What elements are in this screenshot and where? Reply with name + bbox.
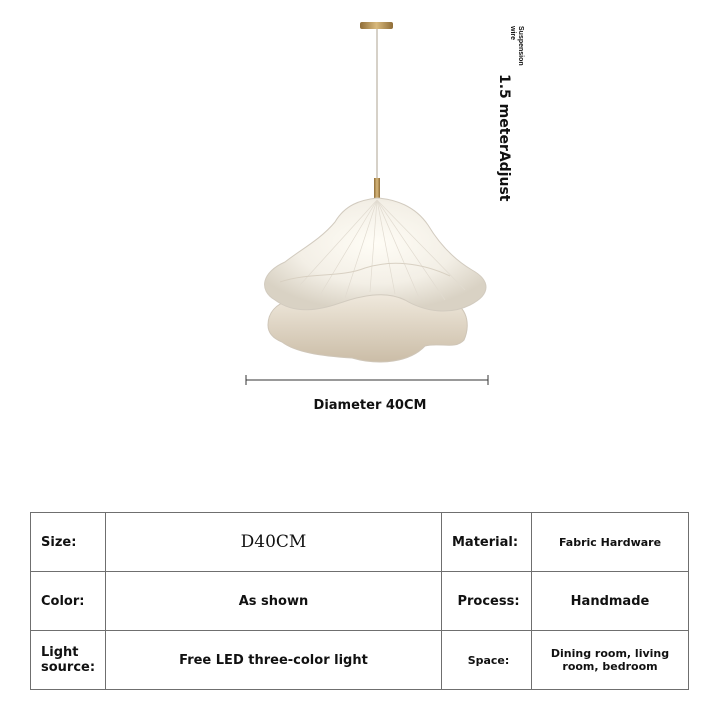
color-label: Color: (31, 572, 106, 631)
space-value-line-1: Dining room, living (550, 647, 670, 660)
upper-shade (265, 198, 486, 311)
space-value-line-2: room, bedroom (562, 660, 658, 673)
table-row (31, 513, 689, 572)
table-row (31, 631, 689, 690)
lamp-stem (374, 178, 380, 200)
process-value: Handmade (532, 572, 689, 631)
light-source-label-line-2: source: (41, 660, 96, 675)
space-value (532, 631, 689, 690)
material-label: Material: (442, 513, 532, 572)
size-value: D40CM (106, 513, 442, 572)
material-value: Fabric Hardware (532, 513, 689, 572)
suspension-note-small-2: wire (509, 26, 516, 41)
light-source-label-line-1: Light (41, 645, 79, 660)
size-label: Size: (31, 513, 106, 572)
diameter-dimension-line (246, 375, 488, 385)
light-source-value: Free LED three-color light (106, 631, 442, 690)
suspension-note-small-1: Suspension (517, 26, 524, 66)
color-value: As shown (106, 572, 442, 631)
diameter-label: Diameter 40CM (313, 398, 427, 413)
space-label: Space: (442, 631, 532, 690)
ceiling-canopy (360, 22, 393, 29)
process-label: Process: (442, 572, 532, 631)
suspension-note-length: 1.5 meterAdjust (496, 74, 512, 202)
table-row (31, 572, 689, 631)
light-source-label (31, 631, 106, 690)
spec-table (30, 512, 689, 690)
suspension-wire-note (486, 20, 526, 220)
